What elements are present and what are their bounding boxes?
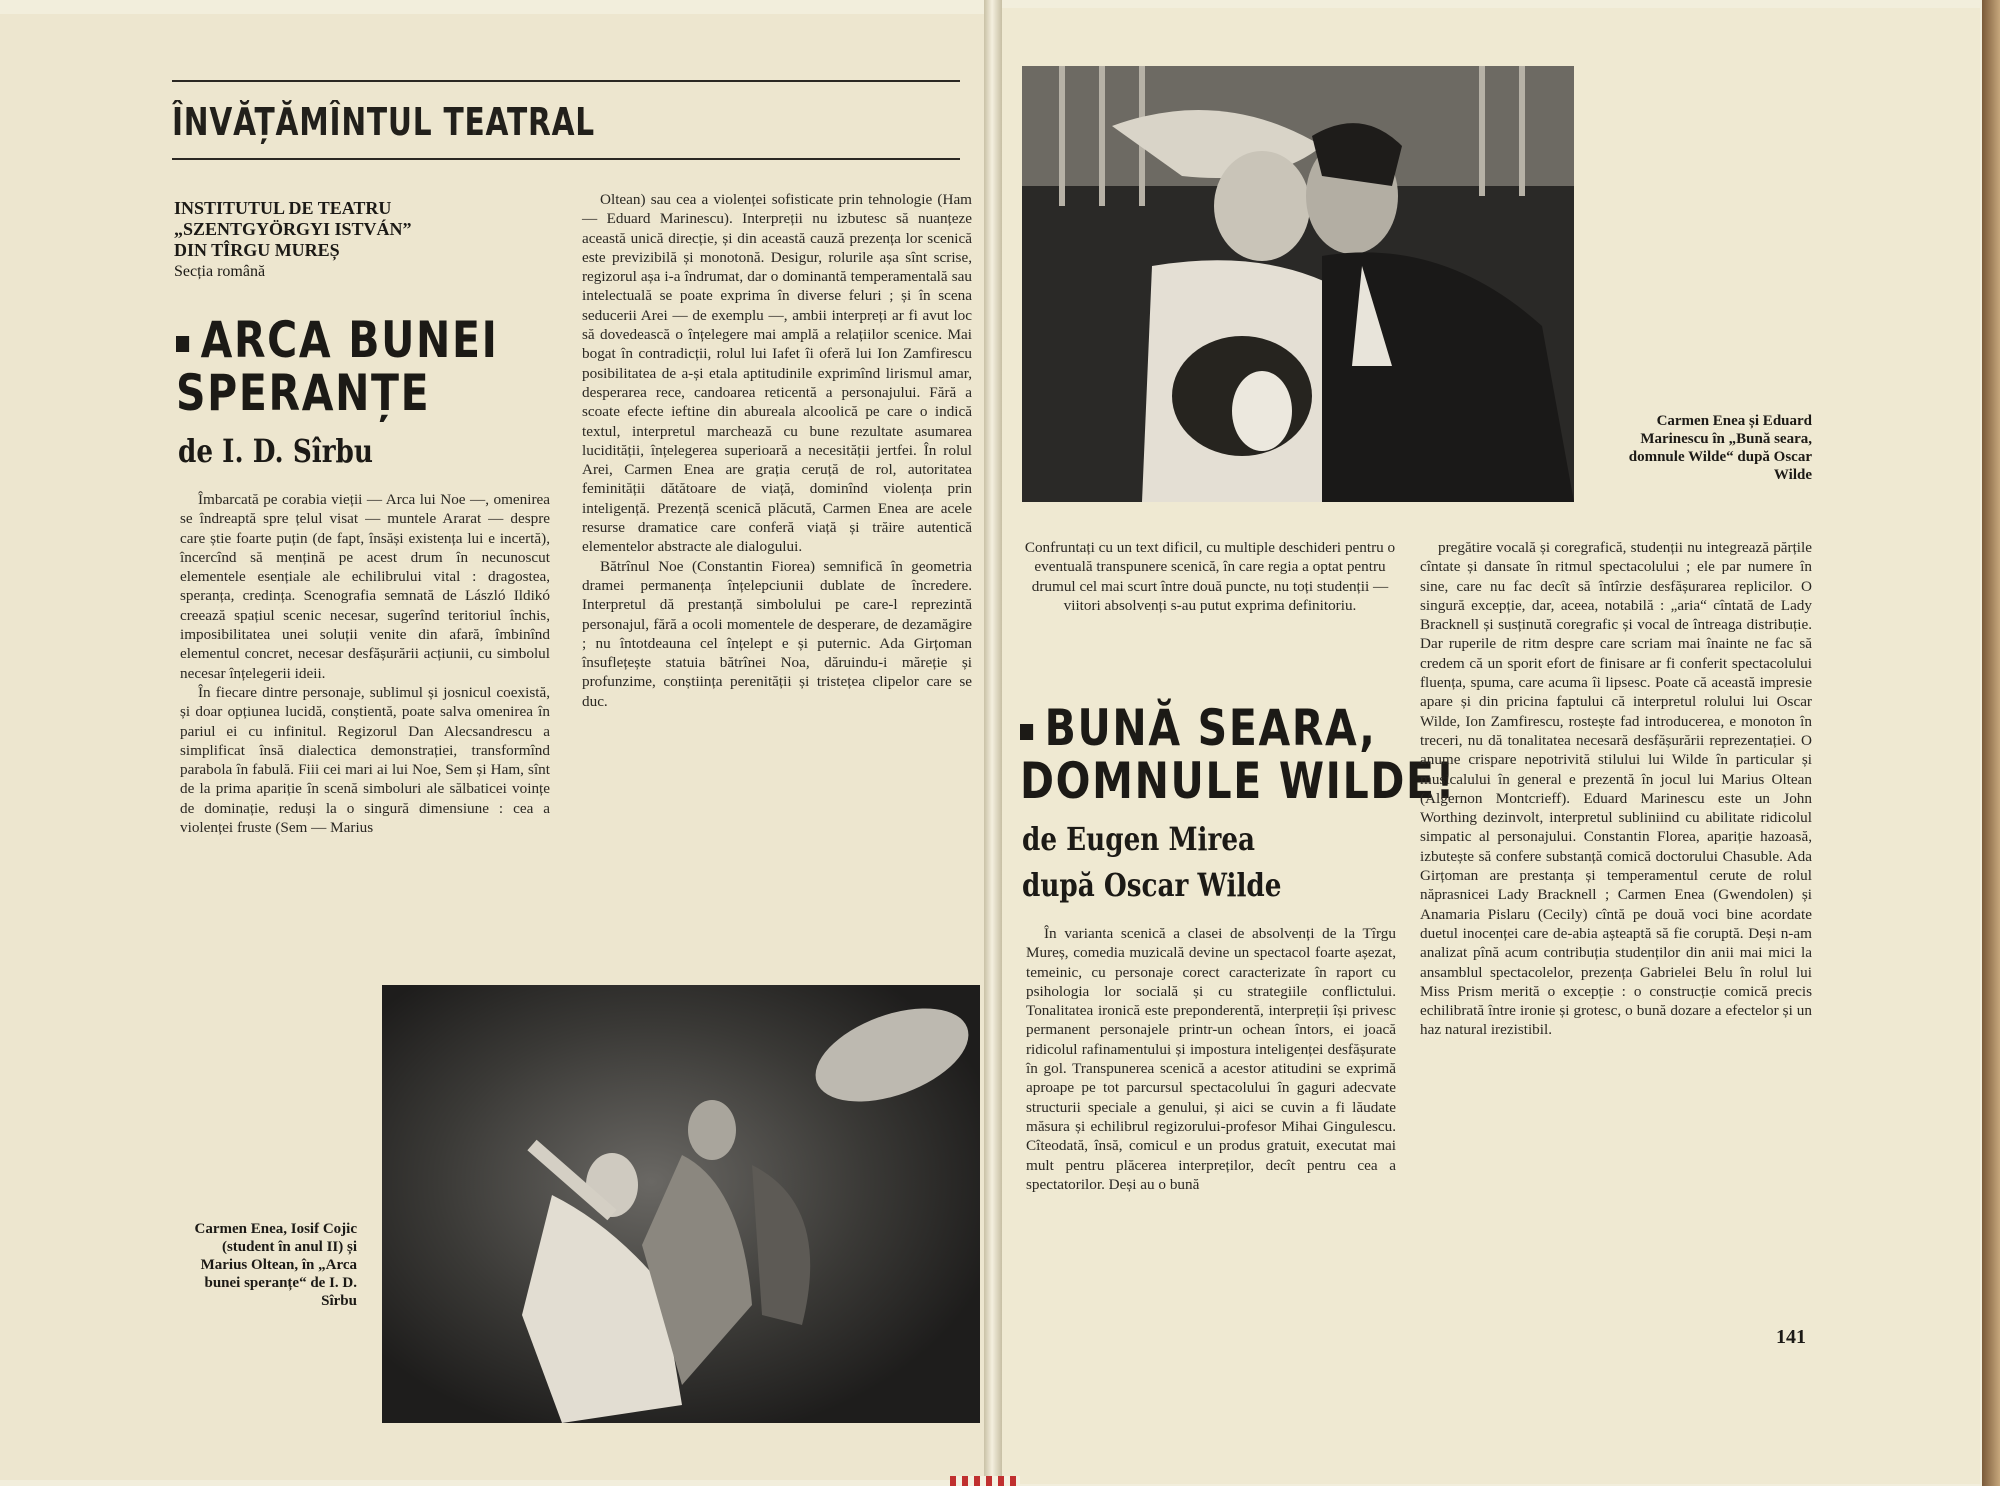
article1-byline: de I. D. Sîrbu	[178, 432, 373, 470]
institute-line-1: INSTITUTUL DE TEATRU	[174, 198, 392, 218]
top-rule	[172, 80, 960, 82]
article1-title	[176, 311, 499, 422]
section-rule	[172, 158, 960, 160]
article2-byline-source: după Oscar Wilde	[1022, 866, 1282, 904]
article1-title-line1: ARCA BUNEI	[200, 311, 499, 369]
article2-intro: Confruntați cu un text dificil, cu multiple deschideri pentru o eventuală transpunere scenică, în care regia a optat pentru drumul cel mai scurt între două puncte, nu toți studenții — viitori absolvenți s-au putut exprima definitoriu.	[1024, 539, 1396, 614]
paragraph: Bătrînul Noe (Constantin Fiorea) semnifică în geometria dramei permanența înțelepciunii dublate de încredere. Interpretul dă prestanță simbolului pe care-l reprezintă personajul, fără a ocoli momentele de desperare, de dezamăgire ; nu întotdeauna cel înțelept e și puternic. Ada Girțoman însuflețește statuia bătrînei Noa, dăruindu-i măreție și profunzime, conștiința perenității și tristețea clipelor care se duc.	[582, 557, 972, 710]
paragraph: pregătire vocală și coregrafică, studenții nu integrează părțile cîntate și dansate în ritmul spectacolului ; ele par numere în sine, care nu fac decît să întîrzie desfășurarea replicilor. O singură excepție, dar, aceea, notabilă : „aria“ cîntată de Lady Bracknell și susținută coregrafic și vocal de întreaga distribuție. Dar ruperile de ritm despre care scriam mai înainte ne fac să credem că un sporit efort de finisare ar fi conferit spectacolului fluența, spuma, care acuma îi lipsesc. Poate că această impresie apare și din pricina faptului că interpretul rolului lui Oscar Wilde, Ion Zamfirescu, rostește fad introducerea, e monoton în treceri, nu dă tonalitatea necesară desfășurării reprezentației. O anume crispare nepotrivită stilului lui Wilde în particular și musicalului în general e prezentă în jocul lui Marius Oltean (Algernon Montcrieff). Eduard Marinescu este un John Worthing dezinvolt, interpretul subliniind cu abilitate ridicolul simpatic al personajului. Constantin Florea, apariție hazoasă, izbutește să confere substanță comică doctorului Chasuble. Ada Girțoman are prestanța și temperamentul cerute de rolul năprasnicei Lady Bracknell ; Carmen Enea (Gwendolen) și Anamaria Pislaru (Cecily) cîntă pe două voci bine acordate duetul inocenței care de-abia așteaptă să fie coruptă. Deși n-am analizat pînă acum contribuția studenților din anii mai mici la ansamblul spectacolelor, prezența Gabrielei Belu în rolul lui Miss Prism merită o excepție : o construcție comică precis echilibrată între ironie și grotesc, o bună dozare a efectelor și un haz natural irezistibil.	[1420, 539, 1812, 1039]
section-title: ÎNVĂȚĂMÎNTUL TEATRAL	[172, 100, 595, 144]
stage-photo-arca	[382, 985, 980, 1423]
article2-byline-author: de Eugen Mirea	[1022, 820, 1256, 858]
article1-photo-caption: Carmen Enea, Iosif Cojic (student în anul II) și Marius Oltean, în „Arca bunei speranțe“ de I. D. Sîrbu	[194, 1221, 357, 1309]
stage-photo-arca-image	[382, 985, 980, 1423]
binding-stitch	[950, 1476, 1020, 1486]
article1-title-line2: SPERANȚE	[176, 363, 431, 422]
paragraph: Oltean) sau cea a violenței sofisticate prin tehnologie (Ham — Eduard Marinescu). Interpreții nu izbutesc să nuanțeze această unică direcție, și din această cauză prezența lor scenică este previzibilă și monotonă. Desigur, rolurile așa sînt scrise, regizorul așa i-a îndrumat, dar o dominantă temperamentală sau intelectuală se poate exprima în diverse feluri ; și în scena seducerii Arei — de exemplu —, ambii interpreți ar fi avut loc să dovedească o înțelegere mai amplă a relațiilor scenice. Mai bogat în contradicții, rolul lui Iafet îi oferă lui Ion Zamfirescu posibilitatea de a-și etala aptitudinile exprimînd lirismul amar, desperarea rece, candoarea reticentă a personajului. Fără a scoate efecte ieftine din abureala alcoolică pe care o indică textul, interpretul marchează cu bune rezultate asumarea lucidității, înțelegerea superioară a necesității jertfei. În rolul Arei, Carmen Enea are grația ceruță de rol, autoritatea feminității dătătoare de viață, dominînd violența prin inteligență. Prezență scenică plăcută, Carmen Enea are acele resurse dramatice care conferă viață și trăire autentică elementelor abstracte ale dialogului.	[582, 191, 972, 556]
institute-section: Secția română	[174, 263, 266, 280]
article2-title	[1020, 699, 1457, 810]
institute-line-3: DIN TÎRGU MUREȘ	[174, 240, 340, 260]
bullet-icon	[1020, 724, 1033, 740]
article2-column-2	[1420, 538, 1812, 1040]
paragraph: Îmbarcată pe corabia vieții — Arca lui Noe —, omenirea se îndreaptă spre țelul visat — muntele Ararat — despre care știe foarte puțin (de fapt, însăși existența lui e incertă), încercînd să mențină pe acest drum în necunoscut elementele esențiale ale echilibrului vital : dragostea, speranța, credința. Scenografia semnată de László Ildikó creează spațiul scenic necesar, sugerînd teritoriul închis, imposibilitatea unei soluții venite din afară, îmbinînd elementul concret, necesar desfășurării acțiunii, cu simbolul necesar înțelegerii ideii.	[180, 491, 550, 682]
article2-title-line1: BUNĂ SEARA,	[1044, 699, 1377, 757]
article2-photo-caption: Carmen Enea și Eduard Marinescu în „Bună seara, domnule Wilde“ după Oscar Wilde	[1628, 413, 1812, 483]
stage-photo-wilde	[1022, 66, 1574, 502]
stage-photo-wilde-image	[1022, 66, 1574, 502]
article2-column-1	[1026, 924, 1396, 1194]
bullet-icon	[176, 336, 189, 352]
page-number: 141	[1776, 1326, 1806, 1348]
institute-heading	[174, 198, 504, 282]
article1-column-2	[582, 190, 972, 711]
paragraph: În fiecare dintre personaje, sublimul și josnicul coexistă, și doar opțiunea lucidă, conștientă, poate salva omenirea în pariul ei cu infinitul. Regizorul Dan Alecsandrescu a simplificat însă dialectica demonstrației, transformînd parabola în fabulă. Fiii cei mari ai lui Noe, Sem și Ham, sînt de la prima apariție în scenă simboluri ale sălbaticei voințe de dominație, reduși la o singură dimensiune : cea a violenței fruste (Sem — Marius	[180, 683, 550, 837]
article1-column-1	[180, 490, 550, 837]
paragraph: În varianta scenică a clasei de absolvenți de la Tîrgu Mureș, comedia muzicală devine un spectacol foarte așezat, temeinic, cu personaje corect caracterizate în raport cu psihologia lor socială și cu strategiile conflictului. Tonalitatea ironică este preponderentă, interpreții își privesc permanent personajele printr-un ochean întors, ei joacă ridicolul rafinamentului și impostura inteligenței desfășurate în gol. Transpunerea scenică a acestor atitudini se exprimă aproape pe tot parcursul spectacolului în gaguri adecvate structurii speciale a genului, și aici se cuvin a fi lăudate măsura și echilibrul regizorului-profesor Mihai Gingulescu. Cîteodată, însă, comicul e un produs gratuit, executat mai mult pentru plăcerea interpreților, decît pentru cea a spectatorilor. Deși au o bună	[1026, 925, 1396, 1193]
book-gutter	[984, 0, 1002, 1486]
article2-title-line2: DOMNULE WILDE!	[1020, 751, 1457, 810]
cover-edge	[1982, 0, 2000, 1486]
institute-line-2: „SZENTGYÖRGYI ISTVÁN”	[174, 219, 412, 239]
